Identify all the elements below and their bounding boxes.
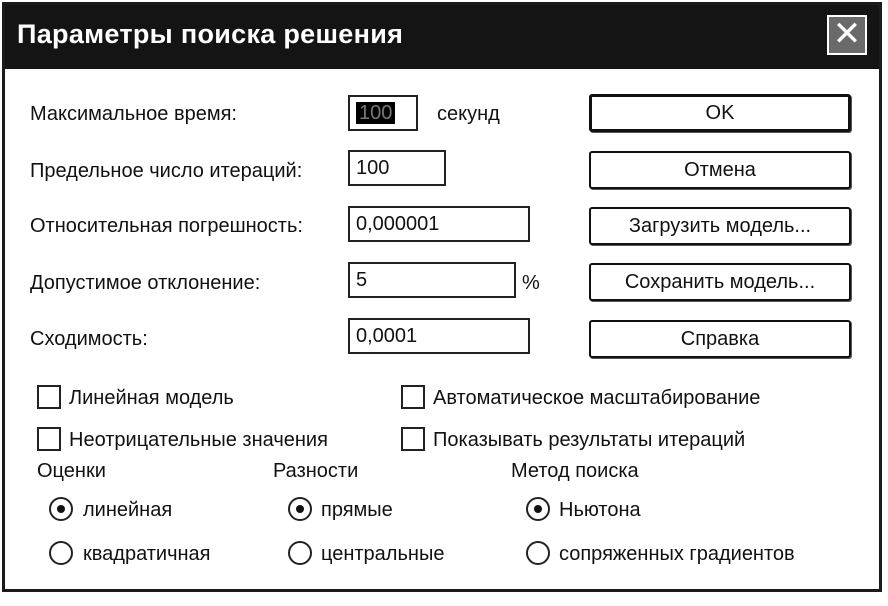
close-button[interactable] bbox=[827, 15, 867, 55]
convergence-input[interactable] bbox=[348, 318, 530, 354]
convergence-value: 0,0001 bbox=[356, 325, 418, 347]
estimates-group-title: Оценки bbox=[37, 460, 106, 482]
solver-options-dialog bbox=[2, 2, 882, 592]
max-iterations-input[interactable] bbox=[348, 150, 446, 186]
linear-model-checkbox[interactable] bbox=[37, 385, 61, 409]
cancel-button[interactable]: Отмена bbox=[589, 151, 851, 189]
auto-scaling-checkbox[interactable] bbox=[401, 385, 425, 409]
auto-scaling-label: Автоматическое масштабирование bbox=[433, 387, 761, 409]
derivatives-central-radio[interactable] bbox=[288, 541, 312, 565]
show-iterations-label: Показывать результаты итераций bbox=[433, 429, 746, 451]
non-negative-checkbox[interactable] bbox=[37, 427, 61, 451]
tolerance-input[interactable] bbox=[348, 262, 516, 298]
search-conjugate-radio[interactable] bbox=[526, 541, 550, 565]
max-iterations-label: Предельное число итераций: bbox=[30, 160, 303, 182]
precision-input[interactable] bbox=[348, 206, 530, 242]
close-icon: ✕ bbox=[832, 15, 862, 53]
search-conjugate-label: сопряженных градиентов bbox=[559, 543, 795, 565]
save-model-button[interactable]: Сохранить модель... bbox=[589, 263, 851, 301]
estimates-linear-radio[interactable] bbox=[49, 497, 73, 521]
tolerance-unit: % bbox=[522, 272, 540, 294]
tolerance-value: 5 bbox=[356, 269, 368, 291]
search-group-title: Метод поиска bbox=[511, 460, 639, 482]
derivatives-central-label: центральные bbox=[321, 543, 445, 565]
estimates-quadratic-label: квадратичная bbox=[83, 543, 211, 565]
precision-label: Относительная погрешность: bbox=[30, 215, 303, 237]
search-newton-label: Ньютона bbox=[559, 499, 641, 521]
load-model-button[interactable]: Загрузить модель... bbox=[589, 207, 851, 245]
estimates-linear-label: линейная bbox=[83, 499, 173, 521]
max-time-input[interactable] bbox=[348, 95, 418, 131]
derivatives-group-title: Разности bbox=[273, 460, 359, 482]
linear-model-label: Линейная модель bbox=[69, 387, 234, 409]
search-newton-radio[interactable] bbox=[526, 497, 550, 521]
precision-value: 0,000001 bbox=[356, 213, 440, 235]
max-iterations-value: 100 bbox=[356, 157, 390, 179]
tolerance-label: Допустимое отклонение: bbox=[30, 272, 261, 294]
max-time-unit: секунд bbox=[437, 103, 500, 125]
max-time-label: Максимальное время: bbox=[30, 103, 237, 125]
estimates-quadratic-radio[interactable] bbox=[49, 541, 73, 565]
ok-button[interactable]: OK bbox=[589, 94, 851, 132]
max-time-value: 100 bbox=[356, 102, 395, 124]
dialog-title: Параметры поиска решения bbox=[17, 19, 404, 49]
derivatives-forward-radio[interactable] bbox=[288, 497, 312, 521]
non-negative-label: Неотрицательные значения bbox=[69, 429, 328, 451]
convergence-label: Сходимость: bbox=[30, 328, 148, 350]
title-bar bbox=[5, 5, 879, 69]
help-button[interactable]: Справка bbox=[589, 320, 851, 358]
derivatives-forward-label: прямые bbox=[321, 499, 393, 521]
show-iterations-checkbox[interactable] bbox=[401, 427, 425, 451]
